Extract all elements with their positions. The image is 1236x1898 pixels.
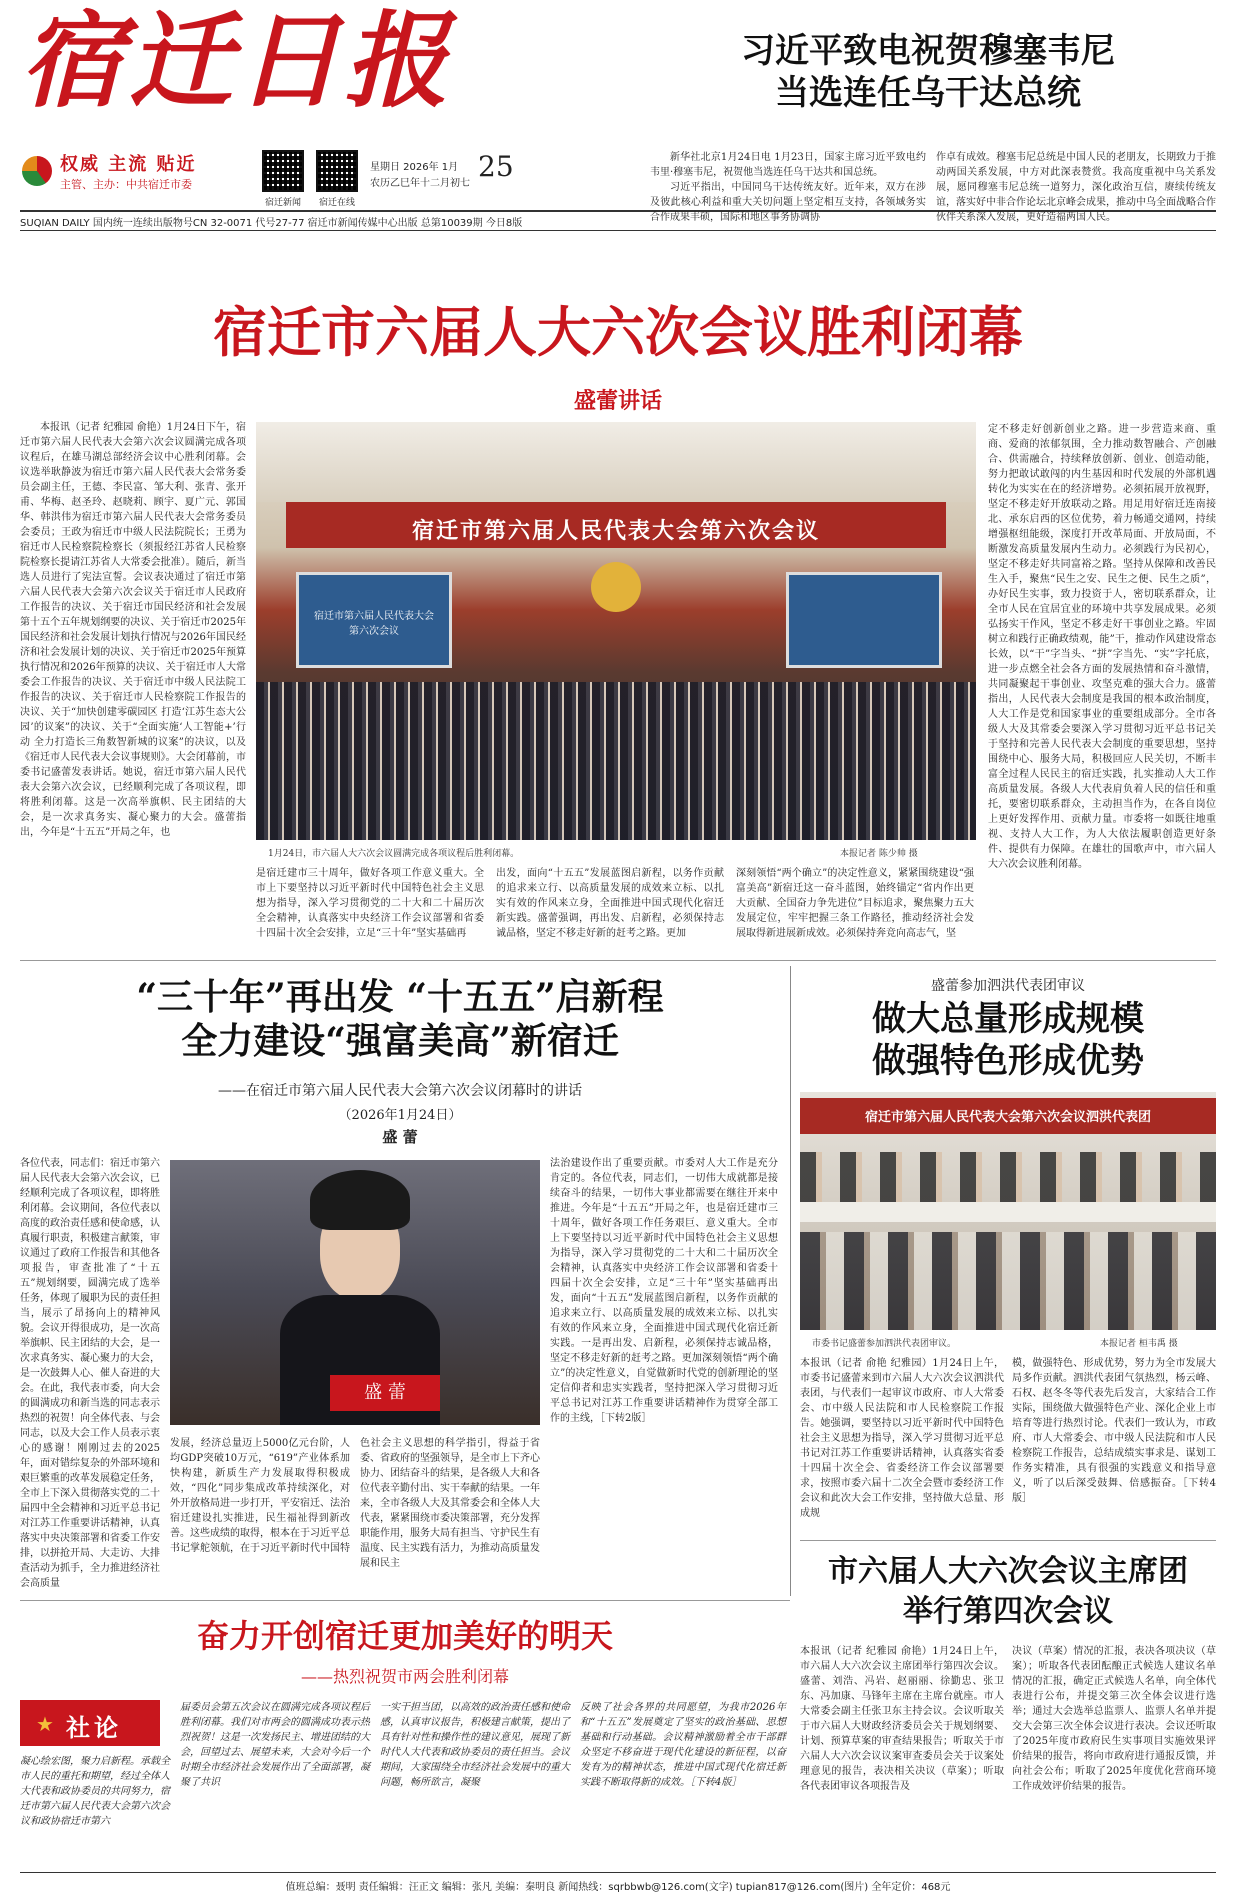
section-rule <box>800 1540 1216 1541</box>
lead-photo-credit: 本报记者 陈少帅 摄 <box>840 849 918 859</box>
side-photo-credit: 本报记者 桓韦禹 摄 <box>1100 1339 1178 1349</box>
lead-photo-caption: 1月24日，市六届人大六次会议圆满完成各项议程后胜利闭幕。 <box>268 849 520 859</box>
side-kicker: 盛蕾参加泗洪代表团审议 <box>931 978 1085 994</box>
top-story-col1: 新华社北京1月24日电 1月23日，国家主席习近平致电约韦里·穆塞韦尼，祝贺他当选连任乌干达共和国总统。 习近平指出，中国同乌干达传统友好。近年来，双方在涉及彼此核心利益和重大关切问题上坚定相互支持，各领域务实合作成果丰硕，国际和地区事务协调协 <box>650 152 926 223</box>
slogan: 权威 主流 贴近 <box>60 154 197 175</box>
speaker-photo <box>170 1160 540 1425</box>
hall-screen <box>296 572 452 668</box>
editorial-subtitle: ——热烈祝贺市两会胜利闭幕 <box>300 1667 509 1686</box>
lead-colC: 深刻领悟“两个确立”的决定性意义，紧紧围绕建设“强富美高”新宿迁这一奋斗蓝图，始终锚定“省内作出更大贡献、全国奋力争先进位”目标追求，聚焦聚力五大发展定位，牢牢把握三条工作路径，推动经济社会发展取得新进展新成效。必须保持奔竞向高志气，坚 <box>736 868 974 939</box>
top-story-col2: 作卓有成效。穆塞韦尼总统是中国人民的老朋友，长期致力于推动两国关系发展，中方对此深表赞赏。我高度重视中乌关系发展，愿同穆塞韦尼总统一道努力，深化政治互信，赓续传统友谊，落实好中非合作论坛北京峰会成果，推动中乌全面战略合作伙伴关系深入发展，更好造福两国人民。 <box>936 152 1216 223</box>
speech-col2: 发展，经济总量迈上5000亿元台阶，人均GDP突破10万元，“619”产业体系加快构建，新质生产力发展取得积极成效，“四化”同步集成改革持续深化，对外开放格局进一步打开，平安宿迁、法治宿迁建设扎实推进，民生福祉得到新改善。这些成绩的取得，根本在于习近平总书记掌舵领航，在于习近平新时代中国特 <box>170 1438 350 1554</box>
issue-day: 25 <box>478 150 514 183</box>
editorial-col4: 反映了社会各界的共同愿望，为我市2026年和“十五五”发展奠定了坚实的政治基础、思想基础和行动基础。会议精神激励着全市干部群众坚定不移奋进于现代化建设的新征程，以奋发有为的精神状态，推进中国式现代化宿迁新实践不断取得新的成效。［下转4版］ <box>580 1702 786 1788</box>
national-emblem-icon <box>591 562 641 612</box>
hall-screen <box>786 572 942 668</box>
side-title <box>800 998 1216 1082</box>
editorial-badge <box>20 1700 160 1746</box>
top-story-title <box>640 30 1216 114</box>
presidium-title <box>800 1552 1216 1632</box>
speech-title <box>20 975 780 1063</box>
sponsor: 主管、主办：中共宿迁市委 <box>60 178 192 191</box>
lead-col1: 本报讯（记者 纪雅园 俞艳）1月24日下午，宿迁市第六届人民代表大会第六次会议圆满完成各项议程后，在雄马湖总部经济会议中心胜利闭幕。会议选举耿静波为宿迁市第六届人民代表大会常务委员会副主任，王德、李民富、邹大利、张青、张开甫、华梅、赵圣玲、赵晓莉、顾宇、夏广元、郭国华、韩洪伟为宿迁市第六届人民代表大会常务委员会委员；王政为宿迁市中级人民法院院长；王勇为宿迁市人民检察院检察长（须报经江苏省人民检察院检察长提请江苏省人大常委会批准）。随后，新当选人员进行了宪法宣誓。会议表决通过了宿迁市第六届人民代表大会第六次会议关于宿迁市人民政府工作报告的决议、关于宿迁市国民经济和社会发展第十五个五年规划纲要的决议、关于宿迁市2025年国民经济和社会发展计划执行情况与2026年国民经济和社会发展计划的决议、关于宿迁市2025年预算执行情况和2026年预算的决议、关于宿迁市人大常委会工作报告的决议、关于宿迁市中级人民法院工作报告的决议、关于宿迁市人民检察院工作报告的决议、关于“加快创建零碳园区 打造‘江苏生态大公园’的议案”的决议、关于“全面实施‘人工智能+’行动 全力打造长三角数智新城的议案”的决议，以及《宿迁市人民代表大会议事规则》。大会闭幕前，市委书记盛蕾发表讲话。她说，宿迁市第六届人民代表大会第六次会议，已经顺利完成了各项议程，即将胜利闭幕。这是一次高举旗帜、民主团结的大会，是一次求真务实、凝心聚力的大会。盛蕾指出，今年是“十五五”开局之年，也 <box>20 422 246 838</box>
hall-banner-text: 宿迁市第六届人民代表大会第六次会议 <box>411 518 820 544</box>
presidium-col1: 本报讯（记者 纪雅园 俞艳）1月24日上午，市六届人大六次会议主席团举行第四次会议。盛蕾、刘浩、冯岩、赵丽丽、徐勤忠、张卫东、冯加康、马锋年主席在主席台就座。市人大常委会副主任张卫东主持会议。会议听取关于市六届人大财政经济委员会关于规划纲要、计划、预算草案的审查结果报告；听取关于市六届人大六次会议议案审查委员会关于议案处理意见的报告，表决相关决议（草案）；听取各代表团审议各项报告及 <box>800 1646 1004 1792</box>
masthead-title: 宿迁日报 <box>20 0 453 122</box>
date-line1: 星期日 2026年 1月 <box>370 162 459 173</box>
speaker-hair <box>310 1170 410 1230</box>
hall-screen-text1: 宿迁市第六届人民代表大会 <box>314 611 434 622</box>
lead-subhead: 盛蕾讲话 <box>573 388 662 414</box>
lead-photo <box>256 422 976 840</box>
speech-col1: 各位代表，同志们：宿迁市第六届人民代表大会第六次会议，已经顺利完成了各项议程，即将胜利闭幕。会议期间，各位代表以高度的政治责任感和使命感，认真履行职责，积极建言献策，审议通过了政府工作报告和其他各项报告，审查批准了“十五五”规划纲要，圆满完成了选举任务，体现了履职为民的责任担当，展示了昂扬向上的精神风貌。会议开得很成功，是一次高举旗帜、民主团结的大会，是一次求真务实、凝心聚力的大会，是一次鼓舞人心、催人奋进的大会。在此，我代表市委，向大会的圆满成功和新当选的同志表示热烈的祝贺！向全体代表、与会同志，以及大会工作人员表示衷心的感谢！刚刚过去的2025年，面对错综复杂的外部环境和艰巨繁重的改革发展稳定任务，全市上下深入贯彻落实党的二十届四中全会精神和习近平总书记对江苏工作重要讲话精神，认真落实中央决策部署和省委工作安排，以拼抢开局、大走访、大排查活动为抓手，全力推进经济社会高质量 <box>20 1158 160 1589</box>
side-title-line1: 做大总量形成规模 <box>872 999 1144 1039</box>
info-rule <box>20 230 1216 231</box>
side-col1: 本报讯（记者 俞艳 纪雅园）1月24日上午，市委书记盛蕾来到市六届人大六次会议泗洪代表团，与代表们一起审议市政府、市人大常委会、市中级人民法院和市人民检察院工作报告。她强调，要坚持以习近平新时代中国特色社会主义思想为指导，深入学习贯彻习近平总书记对江苏工作重要讲话精神，认真落实省委十四届十次全会、省委经济工作会议部署要求，按照市委六届十二次全会暨市委经济工作会议和此次大会工作安排，坚持做大总量、形成规 <box>800 1358 1004 1519</box>
hall-screen-text2: 第六次会议 <box>349 626 399 637</box>
editorial-col1: 凝心绘宏图，聚力启新程。承载全市人民的重托和期望，经过全体人大代表和政协委员的共同努力，宿迁市第六届人民代表大会第六次会议和政协宿迁市第六 <box>20 1756 170 1827</box>
section-rule <box>20 1600 790 1601</box>
qr-code-icon[interactable] <box>262 150 304 192</box>
lead-col-right: 定不移走好创新创业之路。进一步营造来商、重商、爱商的浓郁氛围，全力推动数智融合、产创融合、供需融合，持续释放创新、创业、创造动能，努力把敢试敢闯的内生基因和时代发展的外部机遇转化为实实在在的经济增势。必须拓展开放视野，坚定不移走好开放联动之路。用足用好宿迁连南接北、承东启西的区位优势，着力畅通交通网，持续增强枢纽能级，深度打开改革局面、开放局面，不断激发高质量发展内生动力。必须践行为民初心，坚定不移走好共同富裕之路。坚持从保障和改善民生入手，聚焦“民生之安、民生之便、民生之质”，办好民生实事，致力投资于人，密切联系群众，让全市人民在宜居宜业的环境中共享发展成果。必须弘扬实干作风，坚定不移走好干事创业之路。牢固树立和践行正确政绩观，能”干，推动作风建设常态长效，以“干”字当头、“拼”字当先、“实”字托底，进一步点燃全社会各方面的发展热情和奋斗激情，共同凝聚起干事创业、攻坚克难的强大合力。盛蕾指出，人民代表大会制度是我国的根本政治制度，人大工作是党和国家事业的重要组成部分。全市各级人大及其常委会要深入学习贯彻习近平总书记关于坚持和完善人民代表大会制度的重要思想，坚持围绕中心、服务大局，积极回应人民关切，不断丰富全过程人民民主的宿迁实践，扎实推动人大工作高质量发展。各级人大代表肩负着人民的信任和重托，要密切联系群众，主动担当作为，在各自岗位上更好发挥作用、贡献力量。市委将一如既往地重视、支持人大工作，为人大依法履职创造更好条件、提供有力保障。在雄壮的国歌声中，市六届人大六次会议胜利闭幕。 <box>988 424 1216 870</box>
speech-date: （2026年1月24日） <box>338 1108 462 1123</box>
lead-headline: 宿迁市六届人大六次会议胜利闭幕 <box>213 300 1023 364</box>
presidium-col2: 决议（草案）情况的汇报，表决各项决议（草案）；听取各代表团酝酿正式候选人建议名单情况的汇报，确定正式候选人名单，向全体代表进行公布，并提交第三次全体会议进行选举；通过大会选举总监票人、监票人名单并提交大会第三次全体会议进行表决。会议还听取了2025年度市政府民生实事项目实施效果评价结果的报告，将向市政府进行通报反馈，并向社会公布；听取了2025年度优化营商环境工作成效评价结果的报告。 <box>1012 1646 1216 1792</box>
side-col2: 模，做强特色、形成优势，努力为全市发展大局多作贡献。泗洪代表团气氛热烈，杨云峰、石权、赵冬冬等代表先后发言，大家结合工作实际，围绕做大做强特色产业、深化企业上市培育等进行热烈讨论。代表们一致认为，市政府、市人大常委会、市中级人民法院和市人民检察院工作报告，总结成绩实事求是、谋划工作务实精准，具有很强的实践意义和指导意义，听了以后深受鼓舞、倍感振奋。［下转4版］ <box>1012 1358 1216 1504</box>
top-story-title-line2: 当选连任乌干达总统 <box>775 73 1081 113</box>
top-story-title-line1: 习近平致电祝贺穆塞韦尼 <box>741 31 1115 71</box>
editorial-title: 奋力开创宿迁更加美好的明天 <box>196 1617 613 1655</box>
column-divider <box>790 966 791 1596</box>
speech-subtitle: ——在宿迁市第六届人民代表大会第六次会议闭幕时的讲话 <box>218 1083 582 1099</box>
qr-code-icon[interactable] <box>316 150 358 192</box>
delegates-row <box>800 1232 1216 1330</box>
side-banner-text: 宿迁市第六届人民代表大会第六次会议泗洪代表团 <box>864 1110 1151 1125</box>
speech-title-line2: 全力建设“强富美高”新宿迁 <box>181 1020 619 1062</box>
speech-col4: 法治建设作出了重要贡献。市委对人大工作是充分肯定的。各位代表，同志们，一切伟大成就都是接续奋斗的结果，一切伟大事业都需要在继往开来中推进。今年是“十五五”开局之年，也是宿迁建市三十周年，做好各项工作任务艰巨、意义重大。全市上下要坚持以习近平新时代中国特色社会主义思想为指导，深入学习贯彻党的二十大和二十届历次全会精神，认真落实中央经济工作会议部署和省委十四届十次全会安排，立足“三十年”坚实基础再出发，面向“十五五”发展蓝图启新程，以务作贡献的追求来立行、以高质量发展的成效来立标、以扎实有效的作风来立身，全面推进中国式现代化宿迁新实践。一是再出发、启新程，必须保持志诚品格，坚定不移走好新的赶考之路。更加深刻领悟“两个确立”的决定性意义，自觉做新时代党的创新理论的坚定信仰者和忠实实践者，坚持把深入学习贯彻习近平总书记对江苏工作重要讲话精神作为贯穿全部工作的主线，［下转2版］ <box>550 1158 778 1424</box>
editorial-col2: 届委员会第五次会议在圆满完成各项议程后胜利闭幕。我们对市两会的圆满成功表示热烈祝贺！这是一次发扬民主、增进团结的大会，回望过去、展望未来，大会对今后一个时期全市经济社会发展作出了全面部署，凝聚了共识 <box>180 1702 370 1788</box>
presidium-title-line2: 举行第四次会议 <box>903 1594 1113 1629</box>
star-icon: ★ <box>36 1712 54 1736</box>
lead-colB: 出发，面向“十五五”发展蓝图启新程，以务作贡献的追求来立行、以高质量发展的成效来立标、以扎实有效的作风来立身，全面推进中国式现代化宿迁新实践。盛蕾强调，再出发、启新程，必须保持志诚品格，坚定不移走好新的赶考之路。更加 <box>496 868 724 939</box>
speech-col3: 色社会主义思想的科学指引，得益于省委、省政府的坚强领导，是全市上下齐心协力、团结奋斗的结果，是各级人大和各位代表辛勤付出、实干奉献的结果。一年来，全市各级人大及其常委会和全体人大代表，紧紧围绕市委决策部署，充分发挥职能作用，服务大局有担当、守护民生有温度、民主实践有活力，为推动高质量发展和民主 <box>360 1438 540 1569</box>
qr1-label: 宿迁新闻 <box>264 198 301 208</box>
delegates-row <box>800 1152 1216 1202</box>
footer: 值班总编：聂明 责任编辑：汪正文 编辑：张凡 美编：秦明良 新闻热线：sqrbbwb@126.com(文字) tupian817@126.com(图片) 全年定价：468元 <box>285 1882 951 1893</box>
side-photo <box>800 1092 1216 1330</box>
side-title-line2: 做强特色形成优势 <box>872 1041 1144 1081</box>
lead-colA: 是宿迁建市三十周年，做好各项工作意义重大。全市上下要坚持以习近平新时代中国特色社会主义思想为指导，深入学习贯彻党的二十大和二十届历次全会精神，认真落实中央经济工作会议部署和省委十四届十次全会安排，立足“三十年”坚实基础再 <box>256 868 484 939</box>
speech-author: 盛 蕾 <box>382 1128 418 1146</box>
editorial-badge-label: 社论 <box>66 1713 122 1742</box>
info-bar: SUQIAN DAILY 国内统一连续出版物号CN 32-0071 代号27-77 宿迁市新闻传媒中心出版 总第10039期 今日8版 <box>20 218 523 229</box>
nameplate: 盛 蕾 <box>330 1375 440 1411</box>
meeting-table <box>800 1202 1216 1222</box>
footer-rule <box>20 1872 1216 1873</box>
logo-icon <box>22 156 52 186</box>
editorial-col3: 一实干担当团，以高效的政治责任感和使命感，认真审议报告，积极建言献策，提出了具有针对性和操作性的建议意见，展现了新时代人大代表和政协委员的责任担当。会议期间，大家围绕全市经济社会发展中的重大问题，畅所欲言，凝聚 <box>380 1702 570 1788</box>
qr2-label: 宿迁在线 <box>318 198 355 208</box>
presidium-title-line1: 市六届人大六次会议主席团 <box>828 1554 1188 1589</box>
speech-title-line1: “三十年”再出发 “十五五”启新程 <box>136 976 664 1018</box>
side-photo-caption: 市委书记盛蕾参加泗洪代表团审议。 <box>812 1339 957 1349</box>
section-rule <box>20 960 1216 961</box>
audience <box>256 682 976 840</box>
date-line2: 农历乙巳年十二月初七 <box>370 178 470 189</box>
